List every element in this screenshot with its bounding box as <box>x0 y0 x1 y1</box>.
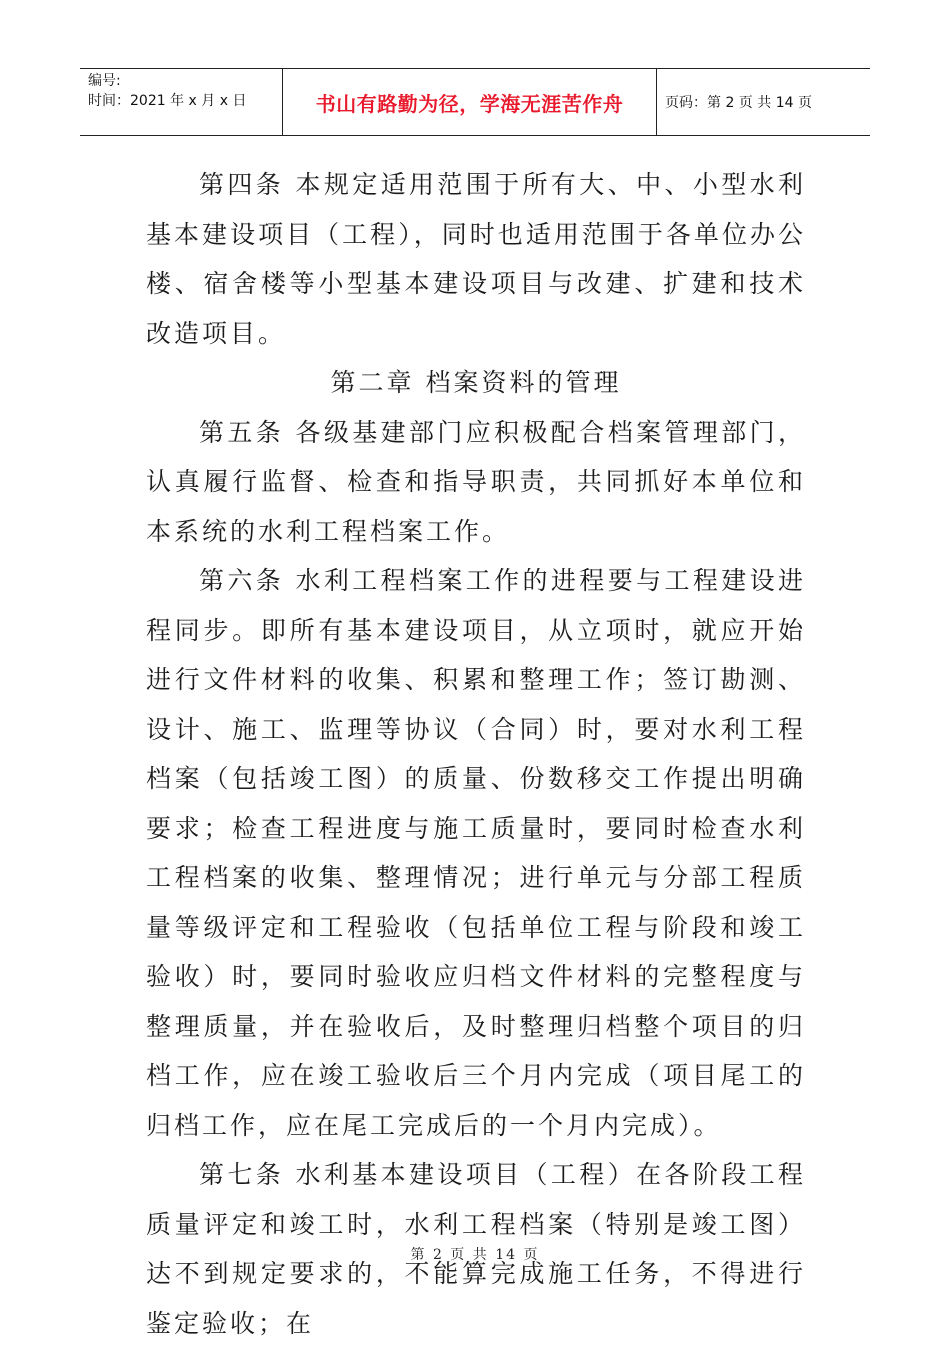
document-date-label: 时间：2021 年 x 月 x 日 <box>88 93 247 109</box>
article-4-paragraph: 第四条 本规定适用范围于所有大、中、小型水利基本建设项目（工程），同时也适用范围于各单位办公楼、宿舍楼等小型基本建设项目与改建、扩建和技术改造项目。 <box>146 170 806 348</box>
header-meta <box>80 69 282 135</box>
document-number-label: 编号: <box>88 73 121 89</box>
article-5-paragraph: 第五条 各级基建部门应积极配合档案管理部门，认真履行监督、检查和指导职责，共同抓好本单位和本系统的水利工程档案工作。 <box>146 417 806 546</box>
article-6-paragraph: 第六条 水利工程档案工作的进程要与工程建设进程同步。即所有基本建设项目，从立项时，就应开始进行文件材料的收集、积累和整理工作；签订勘测、设计、施工、监理等协议（合同）时，要对水利工程档案（包括竣工图）的质量、份数移交工作提出明确要求；检查工程进度与施工质量时，要同时检查水利工程档案的收集、整理情况；进行单元与分部工程质量等级评定和工程验收（包括单位工程与阶段和竣工验收）时，要同时验收应归档文件材料的完整程度与整理质量，并在验收后，及时整理归档整个项目的归档工作，应在竣工验收后三个月内完成（项目尾工的归档工作，应在尾工完成后的一个月内完成）。 <box>146 566 806 1140</box>
page-header <box>80 68 870 136</box>
chapter-heading: 第二章 档案资料的管理 <box>330 368 622 397</box>
header-motto: 书山有路勤为径，学海无涯苦作舟 <box>282 69 657 135</box>
document-body <box>146 160 806 1348</box>
header-page-number: 页码：第 2 页 共 14 页 <box>665 95 812 111</box>
article-7-paragraph: 第七条 水利基本建设项目（工程）在各阶段工程质量评定和竣工时，水利工程档案（特别是竣工图）达不到规定要求的，不能算完成施工任务，不得进行鉴定验收；在 <box>146 1160 806 1338</box>
page-footer: 第 2 页 共 14 页 <box>410 1247 540 1263</box>
